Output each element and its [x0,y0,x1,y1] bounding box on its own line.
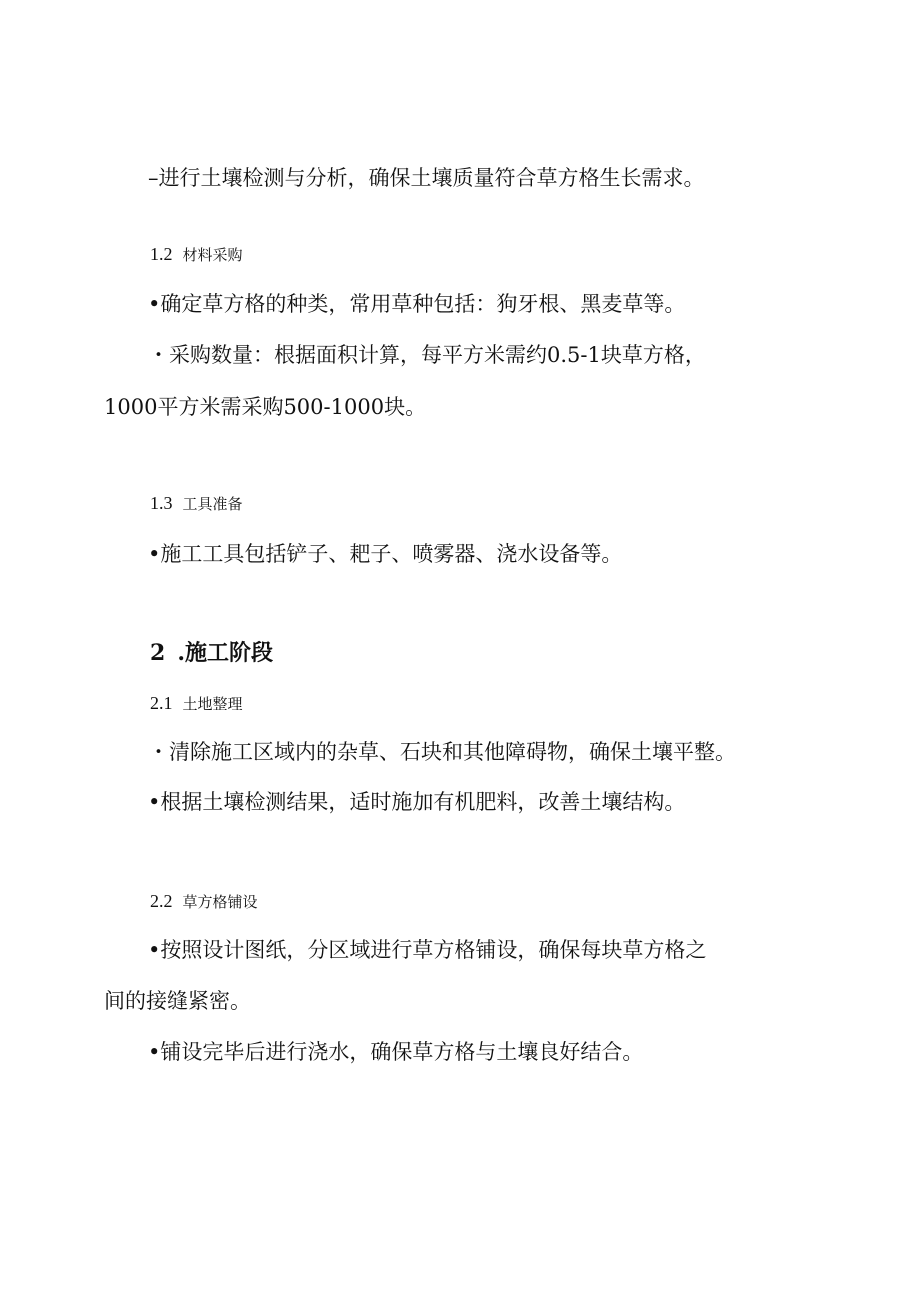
section-title: 草方格铺设 [182,893,258,911]
section-number: 2 [150,640,166,666]
section-number: 1.2 [150,244,173,264]
section-1-2-heading [150,243,243,266]
section-2-heading [150,638,273,668]
grass-type-item: •确定草方格的种类，常用草种包括：狗牙根、黑麦草等。 [148,292,686,316]
clear-site-item: ・清除施工区域内的杂草、石块和其他障碍物，确保土壤平整。 [148,740,736,764]
section-1-3-heading [150,492,243,515]
laying-item-continued: 间的接缝紧密。 [104,989,251,1013]
section-number: 2.2 [150,891,173,911]
section-2-1-heading [150,692,243,715]
laying-item: •按照设计图纸，分区域进行草方格铺设，确保每块草方格之 [148,938,707,962]
section-number: 1.3 [150,493,173,513]
section-title: 土地整理 [182,695,243,713]
tools-item: •施工工具包括铲子、耙子、喷雾器、浇水设备等。 [148,542,623,566]
purchase-quantity-item: ・采购数量：根据面积计算，每平方米需约0.5-1块草方格， [148,343,706,367]
section-title: 材料采购 [182,246,243,264]
section-title: .施工阶段 [177,640,273,666]
purchase-quantity-continued: 1000平方米需采购500-1000块。 [104,395,427,419]
fertilize-item: •根据土壤检测结果，适时施加有机肥料，改善土壤结构。 [148,790,686,814]
watering-item: •铺设完毕后进行浇水，确保草方格与土壤良好结合。 [148,1040,644,1064]
section-2-2-heading [150,890,258,913]
section-title: 工具准备 [182,495,243,513]
section-number: 2.1 [150,693,173,713]
soil-test-item: –进行土壤检测与分析，确保土壤质量符合草方格生长需求。 [148,166,705,190]
